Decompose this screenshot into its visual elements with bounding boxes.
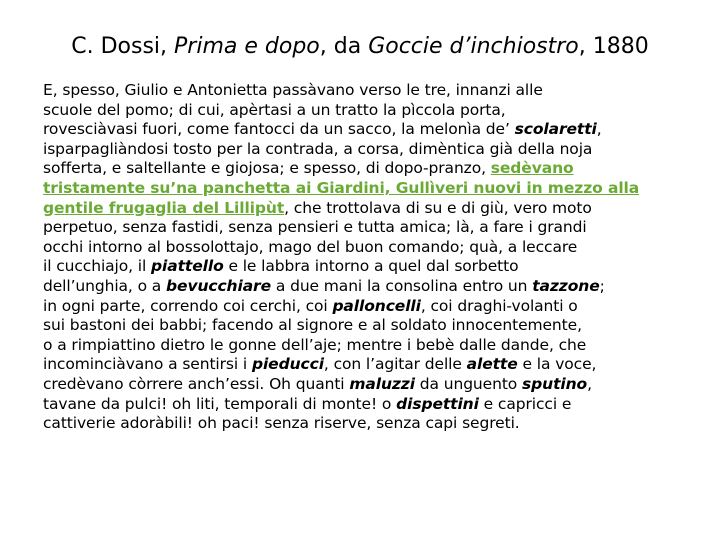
- text-line: [43, 316, 703, 336]
- text-line: [43, 81, 703, 101]
- text-segment: incominciàvano a sentirsi i: [43, 355, 252, 374]
- text-segment: cattiverie adoràbili! oh paci! senza riserve, senza capi segreti.: [43, 414, 520, 433]
- title-year: , 1880: [578, 34, 649, 59]
- text-line: [43, 218, 703, 238]
- text-segment: occhi intorno al bossolottajo, mago del buon comando; quà, a leccare: [43, 237, 578, 256]
- term-sputino: sputino: [522, 374, 588, 393]
- text-segment: o a rimpiattino dietro le gonne dell’aje; mentre i bebè dalle dande, che: [43, 335, 587, 354]
- text-line: [43, 355, 703, 375]
- title-author: C. Dossi,: [71, 34, 175, 59]
- text-line: [43, 297, 703, 317]
- term-maluzzi: maluzzi: [349, 374, 415, 393]
- text-segment: , con l’agitar delle: [323, 355, 467, 374]
- text-line: [43, 277, 703, 297]
- highlighted-phrase: gentile frugaglia del Lillipùt: [43, 198, 285, 217]
- text-line: [43, 199, 703, 219]
- text-line: [43, 336, 703, 356]
- term-bevucchiare: bevucchiare: [166, 276, 272, 295]
- term-palloncelli: palloncelli: [332, 296, 421, 315]
- term-scolaretti: scolaretti: [514, 120, 597, 139]
- title-connector: , da: [319, 34, 369, 59]
- term-pieducci: pieducci: [251, 355, 324, 374]
- text-segment: e le labbra intorno a quel dal sorbetto: [223, 257, 519, 276]
- text-segment: e la voce,: [517, 355, 597, 374]
- text-segment: perpetuo, senza fastidi, senza pensieri e tutta amica; là, a fare i grandi: [43, 218, 587, 237]
- text-line: [43, 101, 703, 121]
- text-segment: ,: [596, 120, 602, 139]
- text-line: [43, 395, 703, 415]
- text-segment: rovesciàvasi fuori, come fantocci da un sacco, la melonìa de’: [43, 120, 515, 139]
- text-segment: sofferta, e saltellante e giojosa; e spesso, di dopo-pranzo,: [43, 159, 491, 178]
- text-segment: sui bastoni dei babbi; facendo al signore e al soldato innocentemente,: [43, 316, 582, 335]
- text-line: [43, 140, 703, 160]
- text-segment: scuole del pomo; di cui, apèrtasi a un tratto la pìccola porta,: [43, 100, 506, 119]
- text-line: [43, 375, 703, 395]
- text-line: [43, 257, 703, 277]
- text-segment: , coi draghi-volanti o: [420, 296, 578, 315]
- text-segment: da unguento: [414, 374, 523, 393]
- title-work-goccie: Goccie d’inchiostro: [368, 34, 579, 59]
- term-dispettini: dispettini: [396, 394, 479, 413]
- text-segment: e capricci e: [478, 394, 572, 413]
- text-segment: il cucchiajo, il: [43, 257, 152, 276]
- highlighted-phrase: sedèvano: [490, 159, 574, 178]
- text-line: [43, 159, 703, 179]
- term-piattello: piattello: [151, 257, 224, 276]
- text-segment: credèvano còrrere anch’essi. Oh quanti: [43, 374, 350, 393]
- title-work-prima-e-dopo: Prima e dopo: [174, 34, 320, 59]
- text-segment: tavane da pulci! oh liti, temporali di monte! o: [43, 394, 397, 413]
- text-segment: isparpagliàndosi tosto per la contrada, a corsa, dimèntica già della noja: [43, 139, 593, 158]
- term-tazzone: tazzone: [532, 276, 600, 295]
- text-segment: ;: [599, 276, 605, 295]
- text-segment: a due mani la consolina entro un: [271, 276, 533, 295]
- text-segment: E, spesso, Giulio e Antonietta passàvano verso le tre, innanzi alle: [43, 81, 543, 99]
- text-segment: dell’unghia, o a: [43, 276, 167, 295]
- term-alette: alette: [466, 355, 518, 374]
- text-line: [43, 238, 703, 258]
- text-segment: , che trottolava di su e di giù, vero moto: [284, 198, 592, 217]
- text-line: [43, 414, 703, 434]
- text-segment: in ogni parte, correndo coi cerchi, coi: [43, 296, 333, 315]
- passage-text: [43, 81, 703, 434]
- text-line: [43, 120, 703, 140]
- slide-title: [0, 33, 720, 61]
- highlighted-phrase: tristamente su’na panchetta ai Giardini, Gullìveri nuovi in mezzo alla: [43, 178, 640, 197]
- text-line: [43, 179, 703, 199]
- text-segment: ,: [587, 374, 592, 393]
